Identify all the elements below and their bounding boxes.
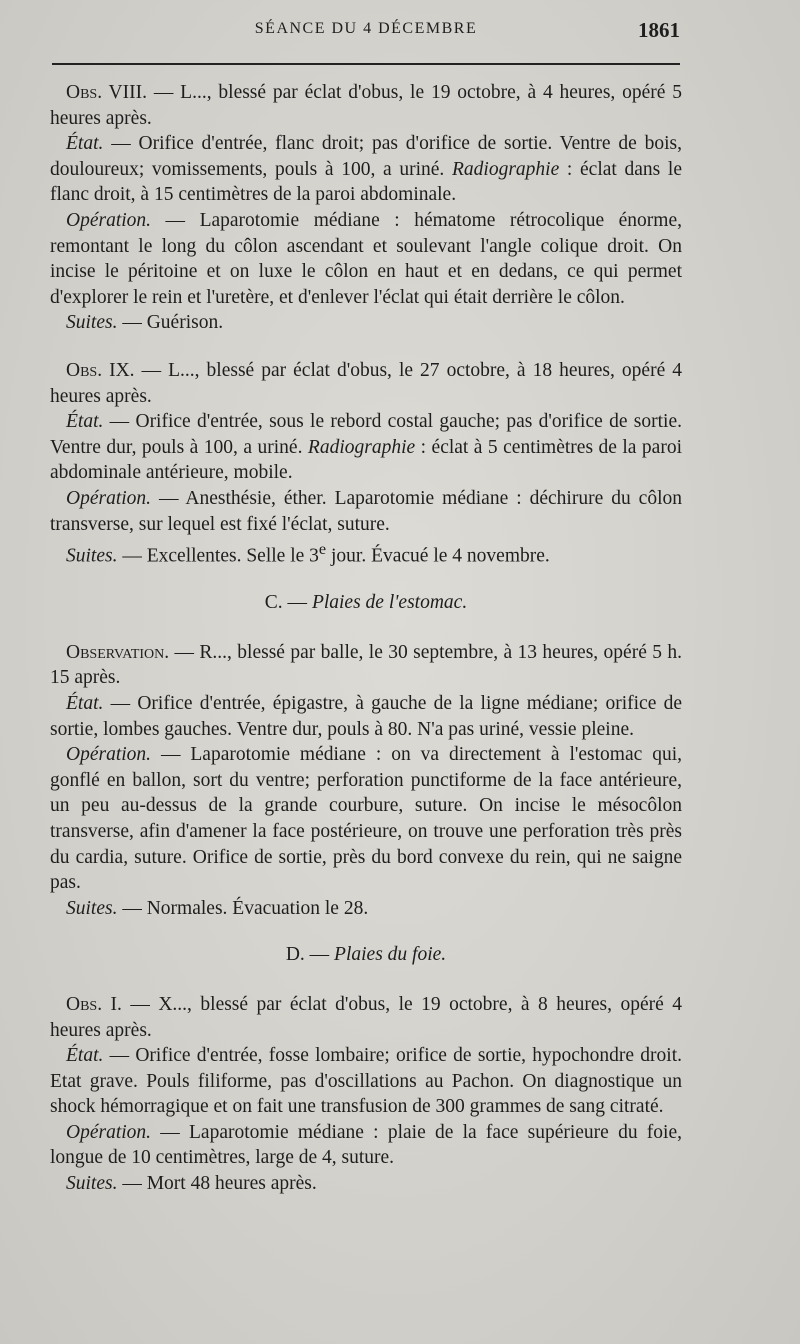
- obs8-etat-label: État.: [66, 133, 104, 155]
- obs8-etat: [50, 131, 682, 208]
- section-d-letter: D. —: [285, 944, 335, 966]
- obs9-radio-label: Radiographie: [307, 436, 416, 458]
- obs8-intro: [50, 80, 682, 131]
- obsc-etat-label: État.: [66, 692, 104, 714]
- obsd1-etat: [50, 1043, 682, 1120]
- obs8-operation-label: Opération.: [66, 209, 152, 231]
- obsc-lead: Observation.: [66, 641, 170, 663]
- obsc-suites-text: — Normales. Évacuation le 28.: [117, 897, 369, 919]
- obsd1-suites-label: Suites.: [66, 1173, 118, 1195]
- obs8-radio-label: Radiographie: [451, 158, 560, 180]
- obsc-operation-label: Opération.: [66, 744, 152, 766]
- obs8-radio-text: : éclat dans le flanc droit, à 15 centimètres de la paroi abdominale.: [50, 158, 682, 206]
- obs9-operation-text: — Anesthésie, éther. Laparotomie médiane : déchirure du côlon transverse, sur lequel est fixé l'éclat, suture.: [50, 487, 682, 535]
- section-c-title: Plaies de l'estomac.: [311, 592, 468, 614]
- obsd1-operation-text: — Laparotomie médiane : plaie de la face supérieure du foie, longue de 10 centimètres, large de 4, suture.: [50, 1121, 682, 1169]
- obsc-intro: [50, 640, 682, 691]
- article-body: [50, 80, 682, 1197]
- obs9-lead: Obs. IX.: [66, 359, 135, 381]
- obsd1-suites: [50, 1171, 682, 1197]
- obs9-text: — L..., blessé par éclat d'obus, le 27 octobre, à 18 heures, opéré 4 heures après.: [50, 359, 682, 407]
- obs8-etat-text: — Orifice d'entrée, flanc droit; pas d'orifice de sortie. Ventre de bois, douloureux; vomissements, pouls à 100, a uriné.: [50, 133, 682, 180]
- obs8-suites: [50, 310, 682, 336]
- obsd1-suites-text: — Mort 48 heures après.: [117, 1173, 317, 1195]
- obs8-operation-text: — Laparotomie médiane : hématome rétrocolique énorme, remontant le long du côlon ascendant et soulevant l'angle colique droit. On incise le péritoine et on luxe le côlon en haut et en dedans, ce qui permet d'explorer le rein et l'uretère, et d'enlever l'éclat qui était derrière le côlon.: [50, 209, 682, 308]
- obs8-text: — L..., blessé par éclat d'obus, le 19 octobre, à 4 heures, opéré 5 heures après.: [50, 82, 682, 129]
- obs9-suites-text-b: jour. Évacué le 4 novembre.: [326, 545, 550, 567]
- obs9-radio-text: : éclat à 5 centimètres de la paroi abdominale antérieure, mobile.: [50, 436, 682, 484]
- section-c-letter: C. —: [264, 592, 312, 614]
- obs8-operation: [50, 208, 682, 310]
- obs9-suites-text-a: — Excellentes. Selle le 3: [117, 545, 319, 567]
- obsc-etat-text: — Orifice d'entrée, épigastre, à gauche de la ligne médiane; orifice de sortie, lombes gauches. Ventre dur, pouls à 80. N'a pas uriné, vessie pleine.: [50, 692, 682, 740]
- obs9-etat-label: État.: [66, 411, 104, 433]
- obsc-text: — R..., blessé par balle, le 30 septembre, à 13 heures, opéré 5 h. 15 après.: [50, 641, 682, 689]
- obs9-suites: [50, 537, 682, 569]
- obsc-operation: [50, 742, 682, 896]
- obsd1-text: — X..., blessé par éclat d'obus, le 19 octobre, à 8 heures, opéré 4 heures après.: [50, 993, 682, 1041]
- obs9-etat-text: — Orifice d'entrée, sous le rebord costal gauche; pas d'orifice de sortie. Ventre dur, pouls à 100, a uriné.: [50, 411, 682, 458]
- obsd1-etat-text: — Orifice d'entrée, fosse lombaire; orifice de sortie, hypochondre droit. Etat grave. Pouls filiforme, pas d'oscillations au Pachon. On diagnostique un shock hémorragique et on fait une transfusion de 300 grammes de sang citraté.: [50, 1045, 682, 1118]
- page-header: [50, 18, 682, 48]
- obsd1-operation-label: Opération.: [66, 1121, 152, 1143]
- page-number: 1861: [638, 18, 680, 42]
- obs9-etat: [50, 409, 682, 486]
- obsd1-intro: [50, 992, 682, 1043]
- obsd1-operation: [50, 1120, 682, 1171]
- obsc-suites: [50, 896, 682, 922]
- obs9-intro: [50, 358, 682, 409]
- obs9-suites-sup: e: [318, 540, 327, 559]
- section-d-heading: [50, 942, 682, 968]
- running-head: SÉANCE DU 4 DÉCEMBRE: [254, 20, 478, 37]
- obsc-suites-label: Suites.: [66, 897, 118, 919]
- obs9-suites-label: Suites.: [66, 545, 118, 567]
- obs8-suites-text: — Guérison.: [117, 312, 224, 334]
- section-d-title: Plaies du foie.: [334, 944, 447, 966]
- obs9-operation-label: Opération.: [66, 487, 152, 509]
- obsd1-etat-label: État.: [66, 1045, 104, 1067]
- header-rule: [52, 63, 680, 65]
- obsc-etat: [50, 691, 682, 742]
- obs9-operation: [50, 486, 682, 537]
- obsc-operation-text: — Laparotomie médiane : on va directement à l'estomac qui, gonflé en ballon, sort du ventre; perforation punctiforme de la face antérieure, un peu au-dessus de la grande courbure, suture. On incise le mésocôlon transverse, afin d'amener la face postérieure, on trouve une perforation très près du cardia, suture. Orifice de sortie, près du bord convexe du rein, qui ne saigne pas.: [50, 744, 682, 894]
- obsd1-lead: Obs. I.: [66, 993, 122, 1015]
- section-c-heading: [50, 590, 682, 616]
- obs8-lead: Obs. VIII.: [66, 82, 147, 103]
- obs8-suites-label: Suites.: [66, 312, 118, 334]
